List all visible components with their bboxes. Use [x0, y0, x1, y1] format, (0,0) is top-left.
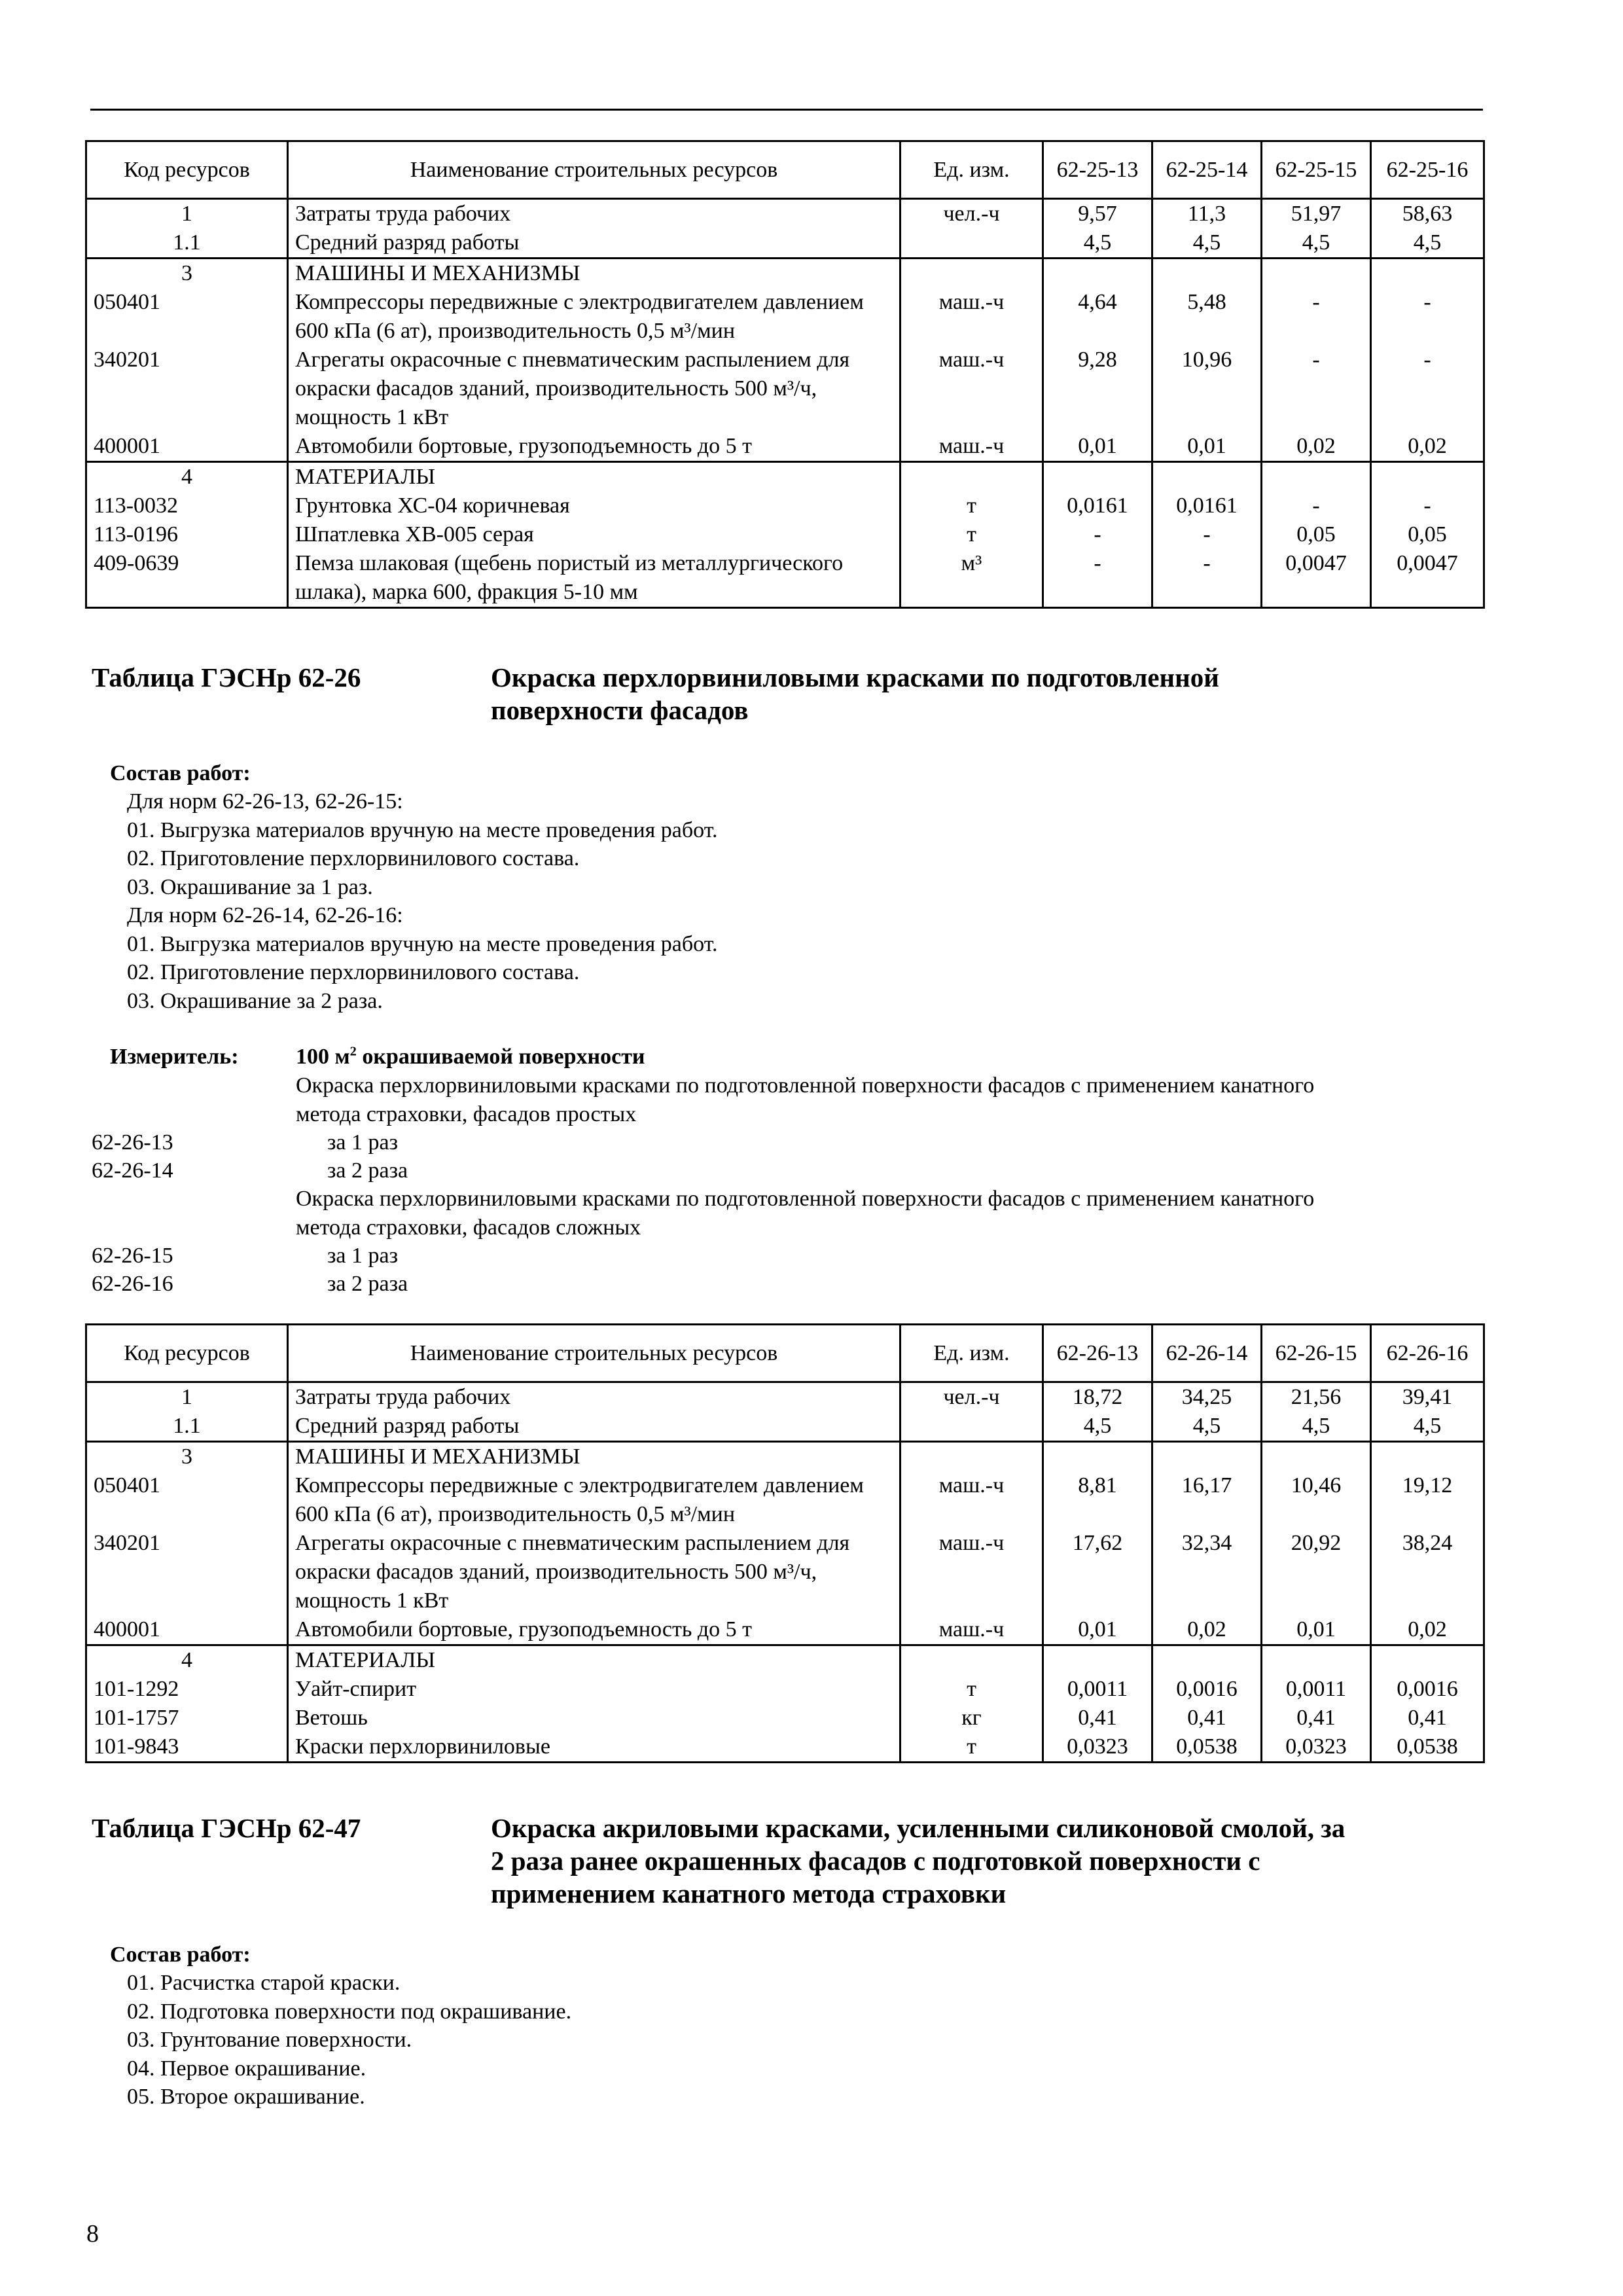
section-code: 3 [86, 259, 288, 289]
col-header-norm: 62-26-14 [1152, 1325, 1262, 1382]
resource-name: Компрессоры передвижные с электродвигателем давлением 600 кПа (6 ат), производительность 0,5 м³/мин [288, 1471, 901, 1529]
resource-value: 0,05 [1262, 520, 1371, 549]
resource-value: 0,02 [1371, 432, 1484, 462]
resource-value: 10,96 [1152, 346, 1262, 432]
resource-value: 0,41 [1152, 1704, 1262, 1732]
section-title: МАТЕРИАЛЫ [288, 462, 901, 492]
col-header-norm: 62-26-15 [1262, 1325, 1371, 1382]
resource-code: 1.1 [86, 1412, 288, 1442]
variant-code: 62-26-16 [92, 1272, 173, 1296]
variant-text: за 1 раз [327, 1130, 399, 1155]
list-item: Для норм 62-26-13, 62-26-15: [127, 789, 403, 814]
table-row [86, 1412, 1484, 1442]
table-row [86, 520, 1484, 549]
works-list [127, 1969, 571, 2111]
col-header-code: Код ресурсов [86, 141, 288, 199]
table-row [86, 199, 1484, 229]
works-list [127, 787, 718, 1015]
variant-code: 62-26-15 [92, 1244, 173, 1268]
resource-name: Шпатлевка ХВ-005 серая [288, 520, 901, 549]
resource-unit [901, 228, 1043, 259]
table-row [86, 432, 1484, 462]
resource-code: 101-9843 [86, 1732, 288, 1763]
list-item: 03. Грунтование поверхности. [127, 2028, 412, 2052]
resource-code: 400001 [86, 432, 288, 462]
resource-value: 0,05 [1371, 520, 1484, 549]
resource-name: Автомобили бортовые, грузоподъемность до 5 т [288, 432, 901, 462]
table-row [86, 288, 1484, 346]
resource-name: Затраты труда рабочих [288, 1382, 901, 1412]
resource-name: Автомобили бортовые, грузоподъемность до 5 т [288, 1615, 901, 1645]
resource-code: 101-1292 [86, 1675, 288, 1704]
resource-unit: т [901, 1675, 1043, 1704]
table-row [86, 1471, 1484, 1529]
resource-value: 8,81 [1043, 1471, 1152, 1529]
list-item: 03. Окрашивание за 1 раз. [127, 874, 373, 899]
variant-text: за 2 раза [327, 1158, 408, 1183]
resource-code: 409-0639 [86, 549, 288, 608]
resource-value: 0,02 [1262, 432, 1371, 462]
table-row [86, 492, 1484, 520]
resource-value: 0,0323 [1262, 1732, 1371, 1763]
col-header-code: Код ресурсов [86, 1325, 288, 1382]
resource-table-62-26 [85, 1323, 1485, 1763]
resource-value: 0,0161 [1152, 492, 1262, 520]
table-row [86, 1704, 1484, 1732]
section-code: 4 [86, 462, 288, 492]
resource-value: 38,24 [1371, 1529, 1484, 1615]
section-title: МАТЕРИАЛЫ [288, 1645, 901, 1676]
resource-name: Агрегаты окрасочные с пневматическим распылением для окраски фасадов зданий, производительность 500 м³/ч, мощность 1 кВт [288, 346, 901, 432]
resource-value: 4,5 [1371, 228, 1484, 259]
resource-value: 0,41 [1043, 1704, 1152, 1732]
resource-code: 113-0032 [86, 492, 288, 520]
variant-code: 62-26-13 [92, 1130, 173, 1155]
resource-unit: м³ [901, 549, 1043, 608]
resource-value: 0,0323 [1043, 1732, 1152, 1763]
resource-code: 050401 [86, 288, 288, 346]
resource-value: 21,56 [1262, 1382, 1371, 1412]
resource-value: 5,48 [1152, 288, 1262, 346]
resource-unit: маш.-ч [901, 1529, 1043, 1615]
resource-name: Ветошь [288, 1704, 901, 1732]
resource-value: 32,34 [1152, 1529, 1262, 1615]
resource-name: Уайт-спирит [288, 1675, 901, 1704]
group-description: Окраска перхлорвиниловыми красками по подготовленной поверхности фасадов с применением канатного метода страховки, фасадов простых [296, 1073, 1315, 1126]
group-description: Окраска перхлорвиниловыми красками по подготовленной поверхности фасадов с применением канатного метода страховки, фасадов сложных [296, 1187, 1315, 1240]
table-row [86, 1529, 1484, 1615]
col-header-unit: Ед. изм. [901, 141, 1043, 199]
resource-value: - [1262, 492, 1371, 520]
variant-text: за 2 раза [327, 1272, 408, 1296]
resource-unit: кг [901, 1704, 1043, 1732]
resource-code: 1.1 [86, 228, 288, 259]
list-item: 02. Приготовление перхлорвинилового состава. [127, 846, 580, 870]
top-rule [90, 109, 1483, 111]
resource-unit: маш.-ч [901, 1471, 1043, 1529]
resource-unit: маш.-ч [901, 1615, 1043, 1645]
resource-value: 0,01 [1043, 432, 1152, 462]
resource-name: Компрессоры передвижные с электродвигателем давлением 600 кПа (6 ат), производительность 0,5 м³/мин [288, 288, 901, 346]
variant-text: за 1 раз [327, 1244, 399, 1268]
resource-value: - [1371, 492, 1484, 520]
meter-label: Измеритель: [110, 1045, 239, 1069]
resource-code: 101-1757 [86, 1704, 288, 1732]
resource-value: 0,01 [1152, 432, 1262, 462]
resource-value: 18,72 [1043, 1382, 1152, 1412]
meter-value: 100 $м^2$ окрашиваемой поверхности [296, 1044, 645, 1069]
list-item: 01. Выгрузка материалов вручную на месте проведения работ. [127, 817, 718, 842]
resource-unit: маш.-ч [901, 288, 1043, 346]
table-row [86, 1732, 1484, 1763]
section-title-line: поверхности фасадов [491, 695, 749, 725]
resource-value: 0,02 [1371, 1615, 1484, 1645]
resource-value: 0,01 [1043, 1615, 1152, 1645]
resource-value: 58,63 [1371, 199, 1484, 229]
resource-value: 0,41 [1371, 1704, 1484, 1732]
table-row [86, 1645, 1484, 1676]
resource-value: 0,0161 [1043, 492, 1152, 520]
section-title: МАШИНЫ И МЕХАНИЗМЫ [288, 1442, 901, 1472]
resource-value: 9,57 [1043, 199, 1152, 229]
table-row [86, 228, 1484, 259]
table-row [86, 549, 1484, 608]
resource-value: 11,3 [1152, 199, 1262, 229]
resource-value: 10,46 [1262, 1471, 1371, 1529]
resource-unit: чел.-ч [901, 199, 1043, 229]
col-header-norm: 62-25-13 [1043, 141, 1152, 199]
table-row [86, 462, 1484, 492]
col-header-unit: Ед. изм. [901, 1325, 1043, 1382]
table-row [86, 1675, 1484, 1704]
resource-value: 4,5 [1152, 1412, 1262, 1442]
resource-value: 0,0047 [1371, 549, 1484, 608]
resource-code: 400001 [86, 1615, 288, 1645]
resource-name: Агрегаты окрасочные с пневматическим распылением для окраски фасадов зданий, производительность 500 м³/ч, мощность 1 кВт [288, 1529, 901, 1615]
list-item: Для норм 62-26-14, 62-26-16: [127, 903, 403, 927]
resource-unit: чел.-ч [901, 1382, 1043, 1412]
resource-unit: т [901, 520, 1043, 549]
resource-value: 0,0538 [1371, 1732, 1484, 1763]
resource-value: 0,0047 [1262, 549, 1371, 608]
section-title-line: Окраска перхлорвиниловыми красками по подготовленной [491, 662, 1219, 692]
col-header-norm: 62-25-14 [1152, 141, 1262, 199]
table-label: Таблица ГЭСНр 62-47 [92, 1813, 361, 1843]
section-title-line: 2 раза ранее окрашенных фасадов с подготовкой поверхности с [491, 1846, 1260, 1876]
col-header-name: Наименование строительных ресурсов [288, 1325, 901, 1382]
resource-code: 050401 [86, 1471, 288, 1529]
resource-value: 17,62 [1043, 1529, 1152, 1615]
resource-value: 0,0011 [1262, 1675, 1371, 1704]
resource-value: 19,12 [1371, 1471, 1484, 1529]
col-header-norm: 62-25-16 [1371, 141, 1484, 199]
works-label: Состав работ: [110, 1943, 251, 1967]
resource-value: 4,5 [1262, 228, 1371, 259]
resource-value: 51,97 [1262, 199, 1371, 229]
page-number: 8 [86, 2220, 99, 2248]
resource-value: 4,5 [1152, 228, 1262, 259]
resource-value: 0,02 [1152, 1615, 1262, 1645]
resource-value: - [1262, 346, 1371, 432]
list-item: 05. Второе окрашивание. [127, 2085, 365, 2109]
resource-value: 4,5 [1262, 1412, 1371, 1442]
col-header-norm: 62-25-15 [1262, 141, 1371, 199]
resource-value: - [1152, 520, 1262, 549]
resource-value: 9,28 [1043, 346, 1152, 432]
resource-value: 0,0016 [1371, 1675, 1484, 1704]
resource-name: Грунтовка ХС-04 коричневая [288, 492, 901, 520]
resource-unit: т [901, 492, 1043, 520]
resource-value: - [1043, 549, 1152, 608]
table-row [86, 1442, 1484, 1472]
list-item: 02. Подготовка поверхности под окрашивание. [127, 1999, 572, 2024]
resource-code: 113-0196 [86, 520, 288, 549]
resource-value: 16,17 [1152, 1471, 1262, 1529]
resource-name: Средний разряд работы [288, 228, 901, 259]
resource-value: - [1371, 346, 1484, 432]
resource-value: 4,5 [1043, 228, 1152, 259]
section-title-line: применением канатного метода страховки [491, 1878, 1007, 1909]
table-row [86, 346, 1484, 432]
resource-value: 0,0538 [1152, 1732, 1262, 1763]
col-header-norm: 62-26-16 [1371, 1325, 1484, 1382]
col-header-norm: 62-26-13 [1043, 1325, 1152, 1382]
resource-value: 4,5 [1371, 1412, 1484, 1442]
resource-unit: маш.-ч [901, 432, 1043, 462]
section-title [491, 1812, 1345, 1910]
resource-name: Пемза шлаковая (щебень пористый из металлургического шлака), марка 600, фракция 5-10 мм [288, 549, 901, 608]
table-row [86, 1382, 1484, 1412]
resource-unit [901, 1412, 1043, 1442]
resource-name: Затраты труда рабочих [288, 199, 901, 229]
resource-unit: маш.-ч [901, 346, 1043, 432]
resource-value: 39,41 [1371, 1382, 1484, 1412]
resource-unit: т [901, 1732, 1043, 1763]
resource-value: 0,0011 [1043, 1675, 1152, 1704]
resource-name: Краски перхлорвиниловые [288, 1732, 901, 1763]
resource-value: - [1152, 549, 1262, 608]
table-label: Таблица ГЭСНр 62-26 [92, 662, 361, 692]
resource-value: 0,0016 [1152, 1675, 1262, 1704]
section-title: МАШИНЫ И МЕХАНИЗМЫ [288, 259, 901, 289]
section-title-line: Окраска акриловыми красками, усиленными силиконовой смолой, за [491, 1813, 1346, 1843]
list-item: 01. Расчистка старой краски. [127, 1971, 401, 1995]
list-item: 02. Приготовление перхлорвинилового состава. [127, 960, 580, 984]
resource-code: 340201 [86, 1529, 288, 1615]
list-item: 03. Окрашивание за 2 раза. [127, 988, 383, 1013]
resource-value: - [1371, 288, 1484, 346]
resource-value: 4,5 [1043, 1412, 1152, 1442]
variant-code: 62-26-14 [92, 1158, 173, 1183]
works-label: Состав работ: [110, 761, 251, 785]
table-row [86, 1615, 1484, 1645]
resource-value: 4,64 [1043, 288, 1152, 346]
resource-code: 1 [86, 1382, 288, 1412]
list-item: 04. Первое окрашивание. [127, 2056, 366, 2081]
section-code: 3 [86, 1442, 288, 1472]
col-header-name: Наименование строительных ресурсов [288, 141, 901, 199]
resource-value: 20,92 [1262, 1529, 1371, 1615]
table-row [86, 259, 1484, 289]
resource-name: Средний разряд работы [288, 1412, 901, 1442]
resource-value: 0,01 [1262, 1615, 1371, 1645]
resource-value: 0,41 [1262, 1704, 1371, 1732]
section-title [491, 661, 1219, 726]
resource-value: 34,25 [1152, 1382, 1262, 1412]
section-code: 4 [86, 1645, 288, 1676]
resource-value: - [1043, 520, 1152, 549]
list-item: 01. Выгрузка материалов вручную на месте проведения работ. [127, 931, 718, 956]
resource-value: - [1262, 288, 1371, 346]
resource-table-62-25 [85, 140, 1485, 609]
resource-code: 340201 [86, 346, 288, 432]
resource-code: 1 [86, 199, 288, 229]
